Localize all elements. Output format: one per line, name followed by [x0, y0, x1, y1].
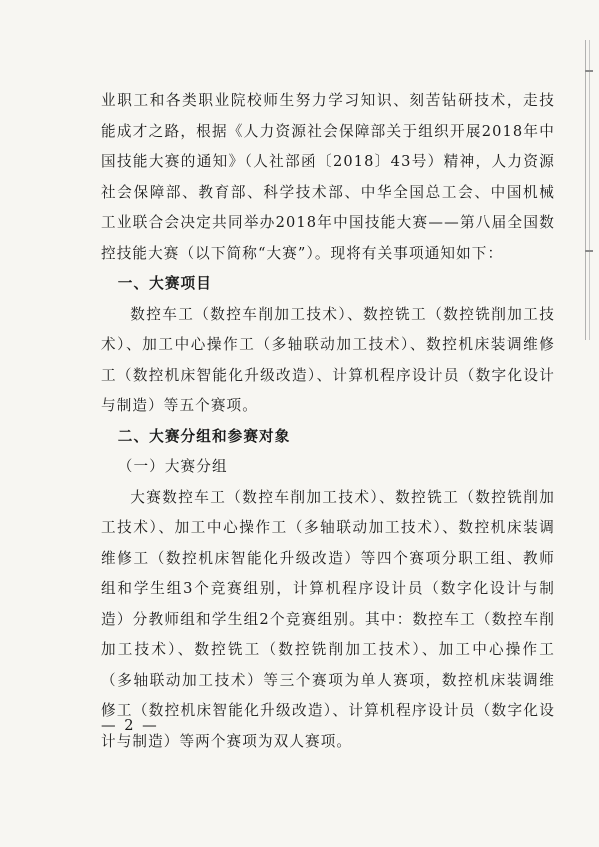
document-body [101, 86, 555, 757]
subsection-heading-2-1: （一）大赛分组 [117, 458, 228, 475]
paragraph-events: 数控车工（数控车削加工技术）、数控铣工（数控铣削加工技术）、加工中心操作工（多轴联动加工技术）、数控机床装调维修工（数控机床智能化升级改造）、计算机程序设计员（数字化设计与制造）等五个赛项。 [101, 305, 555, 414]
binding-line [585, 40, 590, 340]
section-heading-2: 二、大赛分组和参赛对象 [117, 427, 291, 445]
section-heading-1: 一、大赛项目 [117, 275, 212, 292]
paragraph-intro: 业职工和各类职业院校师生努力学习知识、刻苦钻研技术，走技能成才之路，根据《人力资源社会保障部关于组织开展2018年中国技能大赛的通知》（人社部函〔2018〕43号）精神，人力资源社会保障部、教育部、科学技术部、中华全国总工会、中国机械工业联合会决定共同举办2018年中国技能大赛——第八届全国数控技能大赛（以下简称“大赛”）。现将有关事项通知如下： [101, 92, 555, 262]
paragraph-groups: 大赛数控车工（数控车削加工技术）、数控铣工（数控铣削加工技术）、加工中心操作工（多轴联动加工技术）、数控机床装调维修工（数控机床智能化升级改造）等四个赛项分职工组、教师组和学生组3个竞赛组别，计算机程序设计员（数字化设计与制造）分教师组和学生组2个竞赛组别。其中：数控车工（数控车削加工技术）、数控铣工（数控铣削加工技术）、加工中心操作工（多轴联动加工技术）等三个赛项为单人赛项，数控机床装调维修工（数控机床智能化升级改造）、计算机程序设计员（数字化设计与制造）等两个赛项为双人赛项。 [101, 488, 555, 750]
binding-mark [585, 250, 593, 252]
page-number: — 2 — [101, 717, 159, 734]
binding-mark [585, 70, 593, 72]
